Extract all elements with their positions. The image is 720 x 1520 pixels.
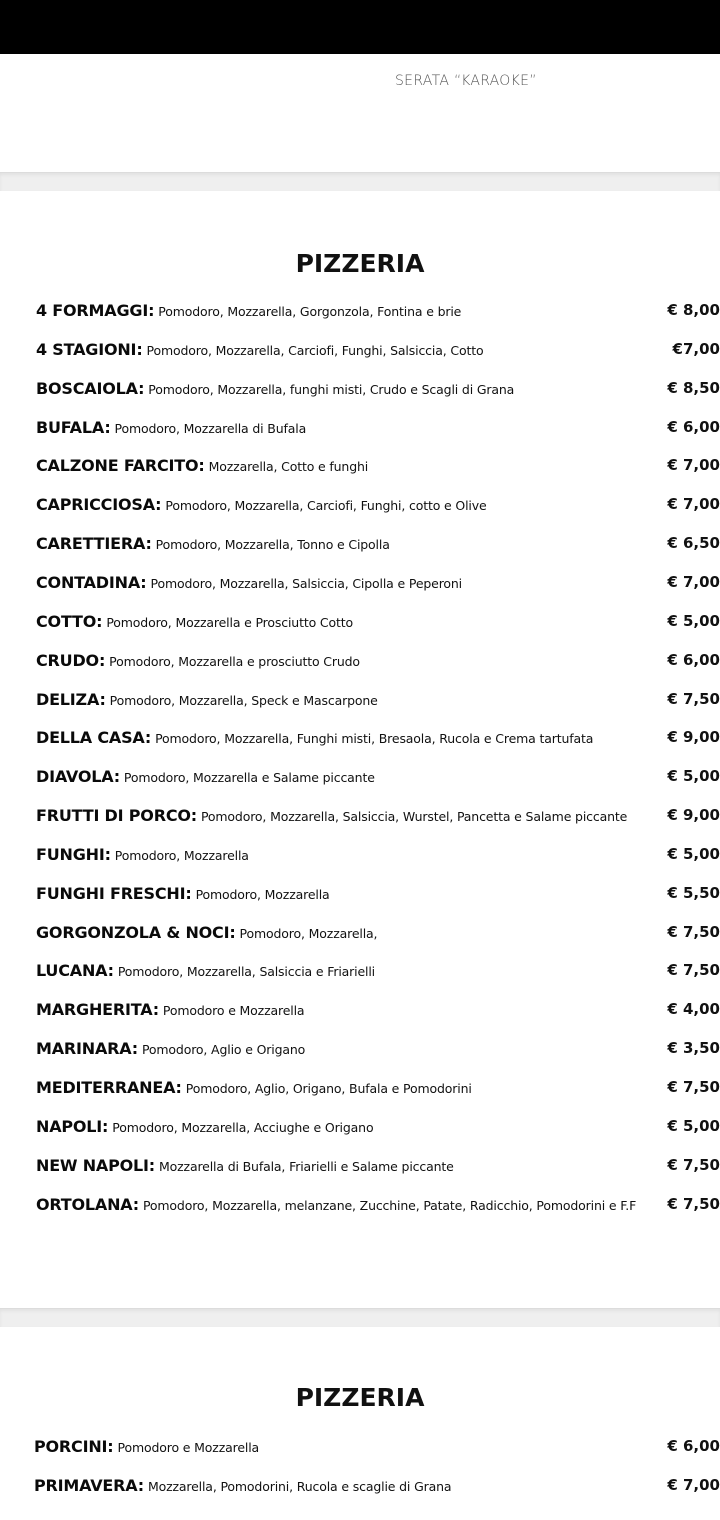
menu-item-text (36, 612, 353, 632)
menu-item-name: BOSCAIOLA: (36, 378, 145, 398)
menu-item (36, 1156, 720, 1180)
menu-item-text (36, 651, 360, 671)
page-title: PIZZERIA (295, 249, 425, 278)
menu-item-price: € 6,50 (667, 534, 720, 553)
menu-item-price: € 6,00 (667, 1437, 720, 1455)
menu-item (36, 1195, 720, 1219)
menu-item-name: NEW NAPOLI: (36, 1155, 155, 1175)
menu-item-text (36, 845, 249, 865)
menu-item-description: Pomodoro, Mozzarella, melanzane, Zucchine, Patate, Radicchio, Pomodorini e F.F (142, 1197, 637, 1213)
menu-item-text (36, 301, 461, 321)
menu-item-text (36, 573, 462, 593)
menu-item-name: MARINARA: (36, 1039, 138, 1059)
menu-item (36, 1000, 720, 1024)
menu-item-price: € 7,00 (667, 456, 720, 475)
page-title: PIZZERIA (295, 1383, 425, 1412)
menu-item-description: Pomodoro, Mozzarella (195, 886, 330, 902)
menu-item-name: FRUTTI DI PORCO: (36, 806, 197, 826)
menu-item-text (36, 690, 378, 710)
menu-item-description: Pomodoro, Mozzarella, Salsiccia, Wurstel, Pancetta e Salame piccante (200, 809, 628, 825)
menu-item (34, 1476, 720, 1500)
menu-page (0, 191, 720, 1308)
page-divider (0, 1308, 720, 1328)
menu-item-text (36, 495, 487, 515)
menu-item-name: MEDITERRANEA: (36, 1078, 182, 1097)
event-subtitle: SERATA “KARAOKE” (395, 73, 537, 89)
menu-item-price: € 5,50 (667, 883, 720, 902)
menu-item-name: ORTOLANA: (36, 1194, 139, 1214)
menu-item (36, 1039, 720, 1063)
menu-item-name: DELIZA: (36, 689, 106, 709)
menu-item-description: Mozzarella, Cotto e funghi (208, 459, 369, 475)
menu-item-name: CARETTIERA: (36, 534, 152, 554)
menu-item-price: € 7,50 (667, 922, 720, 941)
menu-item-name: FUNGHI FRESCHI: (36, 883, 192, 903)
menu-item-price: € 8,50 (667, 378, 720, 397)
menu-item (36, 767, 720, 791)
menu-item-description: Pomodoro, Aglio e Origano (141, 1042, 306, 1058)
menu-item (36, 961, 720, 985)
menu-item-name: FUNGHI: (36, 844, 111, 864)
menu-item (36, 884, 720, 908)
menu-item-text (36, 728, 593, 748)
menu-item-price: € 3,50 (667, 1039, 720, 1058)
menu-item-name: CONTADINA: (36, 572, 147, 592)
menu-item-text (34, 1437, 259, 1457)
menu-item-price: € 5,00 (667, 611, 720, 630)
menu-item-description: Pomodoro e Mozzarella (117, 1440, 260, 1455)
menu-item-text (34, 1476, 451, 1496)
menu-item-text (36, 1078, 472, 1098)
menu-item-price: € 7,00 (667, 495, 720, 514)
menu-item (36, 1117, 720, 1141)
menu-item-price: € 9,00 (667, 806, 720, 825)
menu-item-price: € 5,00 (667, 767, 720, 786)
menu-item-text (36, 806, 627, 826)
menu-item-name: DELLA CASA: (36, 728, 152, 748)
menu-item-description: Pomodoro, Mozzarella, funghi misti, Crudo e Scagli di Grana (148, 381, 515, 397)
menu-item-price: € 7,50 (667, 1194, 720, 1213)
menu-item (36, 612, 720, 636)
menu-item-price: € 7,50 (667, 689, 720, 708)
menu-item-price: € 7,00 (667, 1476, 720, 1494)
menu-item-description: Mozzarella, Pomodorini, Rucola e scaglie di Grana (147, 1479, 452, 1494)
menu-item-text (36, 1039, 305, 1059)
menu-item-name: PORCINI: (34, 1437, 114, 1456)
menu-item-text (36, 418, 306, 438)
menu-item-name: DIAVOLA: (36, 767, 120, 787)
menu-item (36, 418, 720, 442)
menu-item (36, 1078, 720, 1102)
menu-item-text (36, 884, 330, 904)
menu-item-name: 4 STAGIONI: (36, 339, 143, 359)
menu-item (36, 806, 720, 830)
menu-item-name: LUCANA: (36, 961, 114, 981)
top-bar (0, 0, 720, 54)
menu-item (36, 690, 720, 714)
menu-item-text (36, 456, 368, 476)
menu-item-description: Pomodoro e Mozzarella (162, 1003, 305, 1019)
menu-item-text (36, 534, 390, 554)
menu-item-description: Pomodoro, Mozzarella di Bufala (114, 420, 307, 436)
menu-item-price: €7,00 (672, 339, 720, 358)
menu-item-name: CALZONE FARCITO: (36, 456, 205, 476)
menu-item-text (36, 1000, 304, 1020)
menu-item-name: BUFALA: (36, 417, 111, 437)
menu-item-price: € 6,00 (667, 417, 720, 436)
menu-item-text (36, 340, 483, 360)
menu-item-price: € 8,00 (667, 301, 720, 319)
menu-item-text (36, 1117, 373, 1137)
menu-item-price: € 7,50 (667, 1155, 720, 1174)
menu-item-price: € 5,00 (667, 844, 720, 863)
menu-item (36, 728, 720, 752)
menu-item-text (36, 1156, 454, 1176)
menu-item-description: Pomodoro, Mozzarella e Prosciutto Cotto (106, 614, 353, 630)
menu-item-name: COTTO: (36, 611, 103, 631)
menu-item (36, 301, 720, 325)
menu-item-description: Pomodoro, Mozzarella, Salsiccia, Cipolla e Peperoni (150, 575, 462, 591)
menu-item-description: Pomodoro, Mozzarella, Funghi misti, Bresaola, Rucola e Crema tartufata (155, 731, 594, 747)
menu-item-description: Pomodoro, Mozzarella, Acciughe e Origano (112, 1119, 374, 1135)
menu-item-description: Pomodoro, Mozzarella (114, 847, 249, 863)
menu-item-description: Pomodoro, Mozzarella, Speck e Mascarpone (109, 692, 378, 708)
menu-item-description: Pomodoro, Mozzarella, Salsiccia e Friarielli (117, 964, 375, 980)
menu-item-price: € 5,00 (667, 1116, 720, 1135)
menu-item-description: Pomodoro, Mozzarella, Tonno e Cipolla (155, 537, 390, 553)
menu-item-name: 4 FORMAGGI: (36, 301, 155, 320)
menu-item-text (36, 1195, 636, 1215)
menu-item-description: Mozzarella di Bufala, Friarielli e Salame piccante (159, 1158, 454, 1174)
menu-item-name: PRIMAVERA: (34, 1476, 144, 1495)
menu-item-description: Pomodoro, Mozzarella e prosciutto Crudo (109, 653, 360, 669)
menu-item-price: € 7,00 (667, 572, 720, 591)
menu-item-price: € 7,50 (667, 961, 720, 980)
menu-item (36, 456, 720, 480)
menu-item (36, 651, 720, 675)
menu-item-description: Pomodoro, Mozzarella e Salame piccante (123, 770, 375, 786)
menu-item-name: GORGONZOLA & NOCI: (36, 922, 236, 942)
menu-item-price: € 6,00 (667, 650, 720, 669)
menu-item-name: CRUDO: (36, 650, 106, 670)
page-divider (0, 172, 720, 192)
menu-page (0, 1327, 720, 1520)
menu-item-description: Pomodoro, Mozzarella, Gorgonzola, Fontina e brie (158, 304, 462, 319)
menu-item-name: CAPRICCIOSA: (36, 495, 162, 515)
menu-item (36, 495, 720, 519)
menu-item (34, 1437, 720, 1461)
menu-item-description: Pomodoro, Mozzarella, Carciofi, Funghi, cotto e Olive (165, 498, 487, 514)
menu-item-text (36, 923, 377, 943)
menu-item-text (36, 379, 514, 399)
menu-item-name: NAPOLI: (36, 1116, 109, 1136)
menu-item-description: Pomodoro, Mozzarella, Carciofi, Funghi, Salsiccia, Cotto (146, 342, 484, 358)
header-area (0, 54, 720, 172)
menu-item-name: MARGHERITA: (36, 1000, 159, 1020)
menu-item-price: € 9,00 (667, 728, 720, 747)
menu-item (36, 845, 720, 869)
menu-item-price: € 4,00 (667, 1000, 720, 1019)
menu-item (36, 923, 720, 947)
menu-item (36, 573, 720, 597)
menu-item-description: Pomodoro, Mozzarella, (239, 925, 378, 941)
menu-item-description: Pomodoro, Aglio, Origano, Bufala e Pomodorini (185, 1081, 472, 1096)
menu-item-text (36, 961, 375, 981)
menu-item (36, 340, 720, 364)
menu-item-text (36, 767, 375, 787)
menu-item (36, 534, 720, 558)
menu-item (36, 379, 720, 403)
menu-item-price: € 7,50 (667, 1078, 720, 1096)
